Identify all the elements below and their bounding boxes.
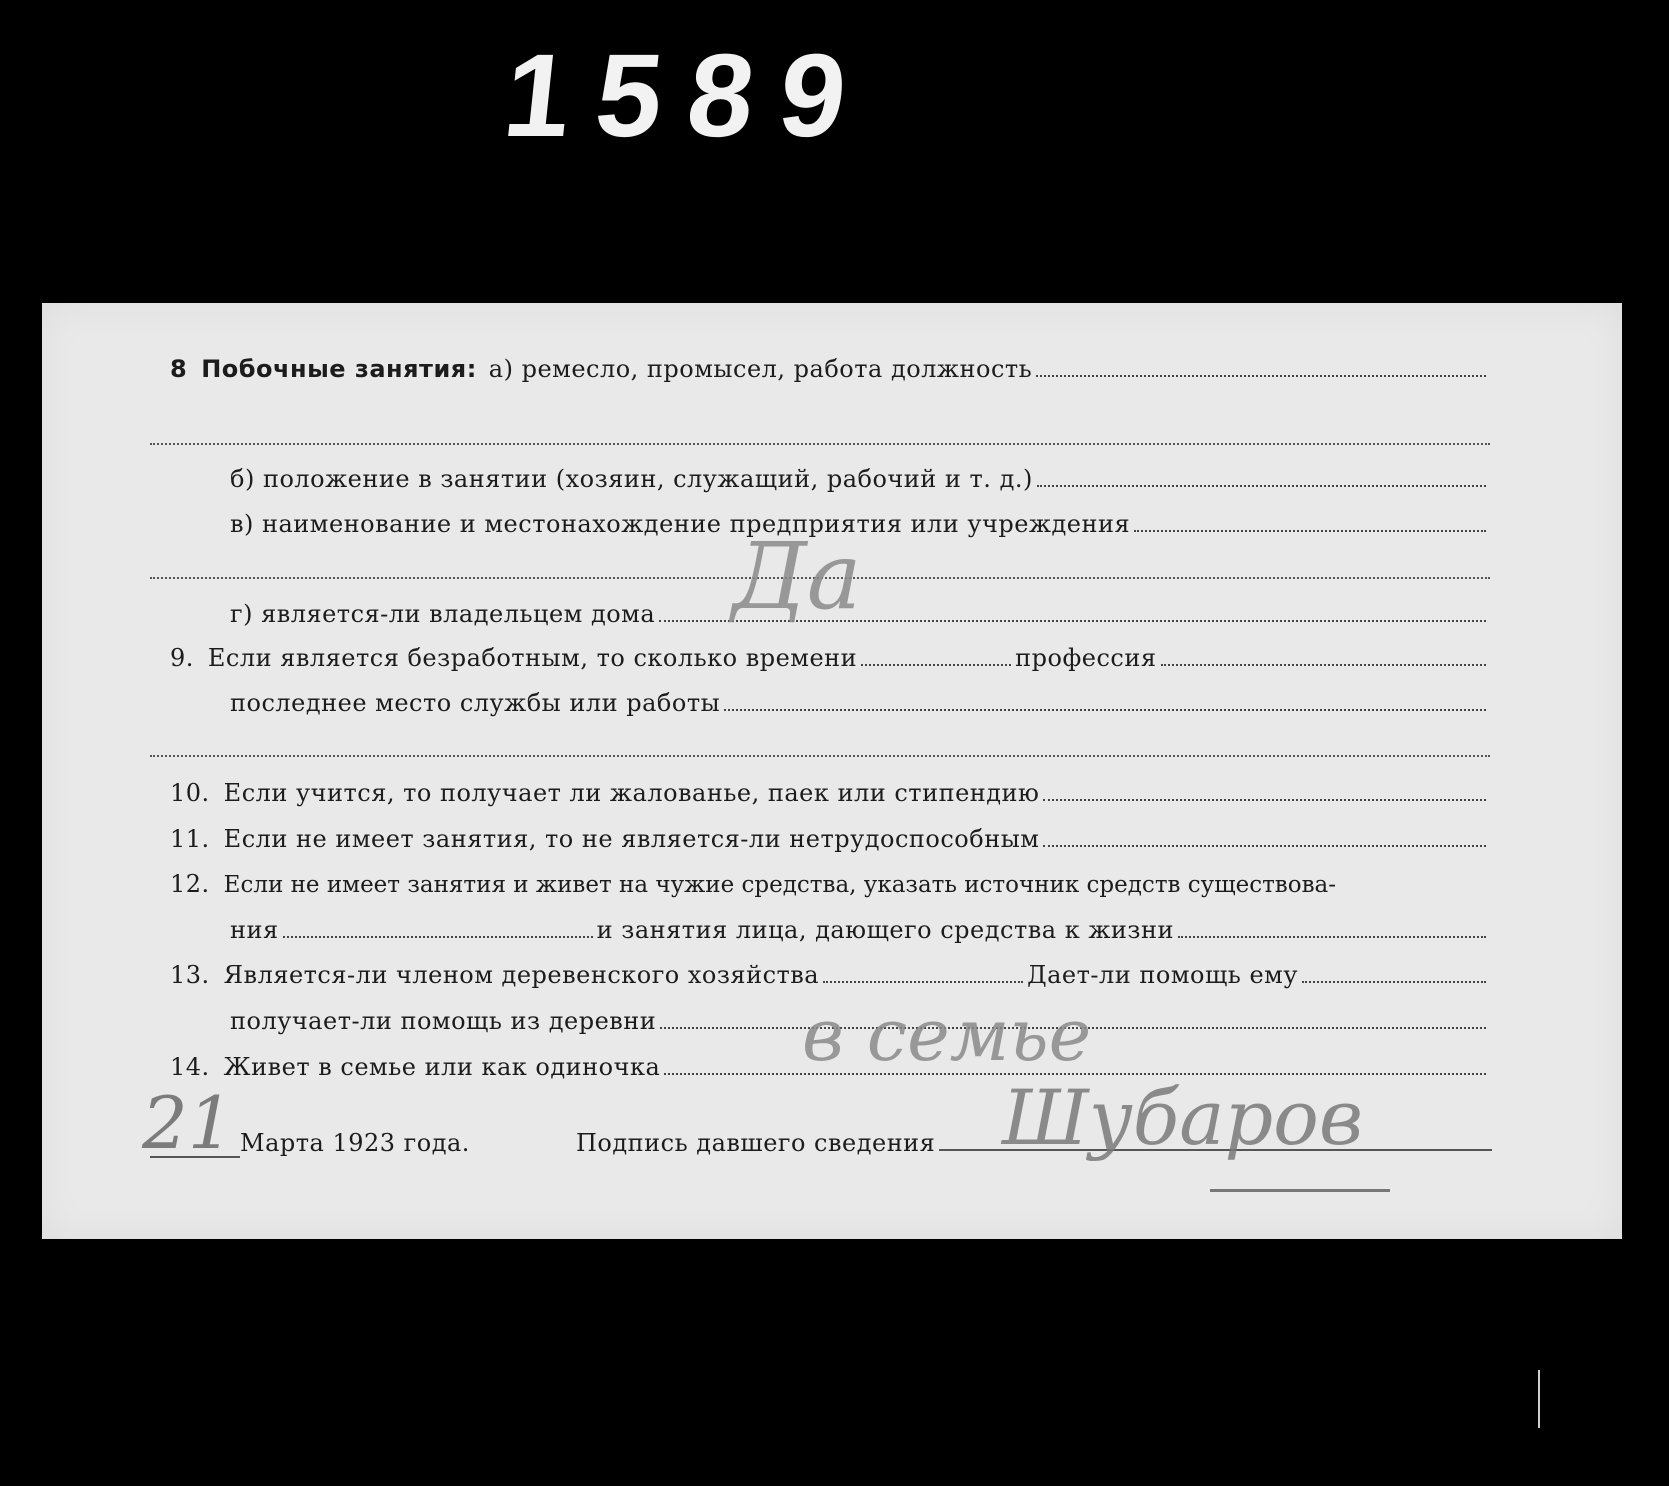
film-mark: [1538, 1370, 1540, 1428]
q12-cont-b: и занятия лица, дающего средства к жизни: [596, 916, 1174, 944]
q13-cont-label: получает-ли помощь из деревни: [230, 1007, 657, 1035]
date-text: Марта 1923 года.: [240, 1129, 470, 1157]
q12-label: Если не имеет занятия и живет на чужие средства, указать источник средств существова-: [223, 872, 1337, 898]
q13-label: Является-ли членом деревенского хозяйства: [223, 961, 820, 989]
q14-number: 14.: [170, 1053, 210, 1081]
q9-profession-label: профессия: [1015, 644, 1157, 672]
q8v-label: в) наименование и местонахождение предприятия или учреждения: [230, 510, 1131, 538]
q10-label: Если учится, то получает ли жалованье, паек или стипендию: [223, 779, 1040, 807]
q8a-fill: [1036, 374, 1486, 377]
q11-fill: [1043, 844, 1486, 847]
q9-number: 9.: [170, 644, 194, 672]
handwritten-signature: Шубаров: [1002, 1073, 1364, 1162]
date-row: [240, 1129, 470, 1157]
q9-last-label: последнее место службы или работы: [230, 689, 721, 717]
q12-cont-row: [230, 916, 1490, 944]
q8b-row: [230, 465, 1490, 493]
q13-row: [170, 961, 1490, 989]
q11-number: 11.: [170, 825, 210, 853]
q8-title: Побочные занятия:: [201, 355, 477, 383]
census-form-card: [42, 303, 1622, 1239]
q8a-row: [170, 355, 1490, 383]
q10-number: 10.: [170, 779, 210, 807]
q10-row: [170, 779, 1490, 807]
q11-row: [170, 825, 1490, 853]
q14-label: Живет в семье или как одиночка: [223, 1053, 661, 1081]
q9-last-row: [230, 689, 1490, 717]
q9-label: Если является безработным, то сколько времени: [207, 644, 858, 672]
q8b-label: б) положение в занятии (хозяин, служащий, рабочий и т. д.): [230, 465, 1033, 493]
frame-number: 1589: [498, 30, 879, 162]
q13-number: 13.: [170, 961, 210, 989]
q9-last-fill: [724, 708, 1486, 711]
q8-number: 8: [170, 355, 188, 383]
q11-label: Если не имеет занятия, то не является-ли нетрудоспособным: [223, 825, 1040, 853]
q8a-label: а) ремесло, промысел, работа должность: [488, 355, 1033, 383]
q10-fill: [1043, 798, 1486, 801]
q13-help-label: Дает-ли помощь ему: [1027, 961, 1298, 989]
q8g-label: г) является-ли владельцем дома: [230, 600, 656, 628]
q9-row: [170, 644, 1490, 672]
signature-underline: [1210, 1189, 1390, 1192]
q8b-fill: [1037, 484, 1486, 487]
handwritten-house-owner: Да: [732, 523, 862, 630]
q9-profession-fill: [1161, 663, 1487, 666]
q8v-fill: [1134, 529, 1486, 532]
q9-time-fill: [861, 663, 1011, 666]
handwritten-day: 21: [142, 1081, 234, 1165]
q12-number: 12.: [170, 870, 210, 898]
handwritten-family: в семье: [802, 993, 1092, 1077]
q13-member-fill: [823, 980, 1023, 983]
q13-help-fill: [1302, 980, 1486, 983]
q12-source-fill: [283, 935, 593, 938]
q12-occupation-fill: [1178, 935, 1486, 938]
q12-row: [170, 870, 1510, 898]
q12-cont-a: ния: [230, 916, 279, 944]
signature-label: Подпись давшего сведения: [576, 1129, 936, 1157]
q8a-continuation-line: [150, 443, 1490, 445]
q9-continuation-line: [150, 755, 1490, 757]
